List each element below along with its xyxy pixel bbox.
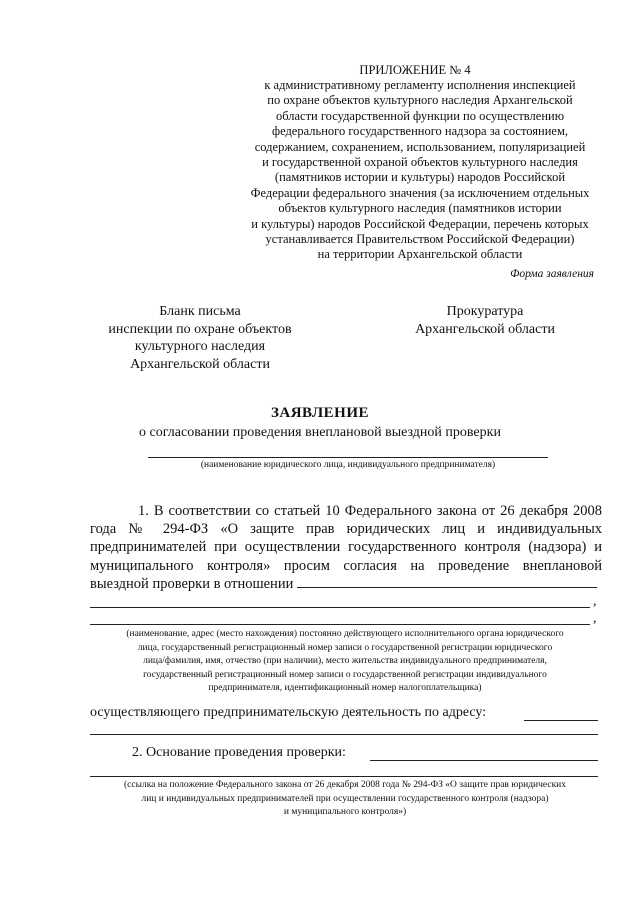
appendix-line: устанавливается Правительством Российской Федерации) — [265, 232, 575, 247]
inspection-target-field-line-2[interactable] — [90, 607, 590, 608]
appendix-line: Федерации федерального значения (за исключением отдельных — [250, 185, 590, 200]
paragraph-1 — [90, 502, 602, 593]
addressee-block — [370, 303, 600, 338]
line-comma: , — [593, 611, 597, 626]
grounds-field-line-2[interactable] — [90, 776, 598, 777]
grounds-field[interactable] — [370, 760, 598, 761]
addressee-line: Прокуратура — [446, 304, 524, 319]
caption-line: государственный регистрационный номер записи о государственной регистрации индивидуального — [143, 669, 547, 680]
appendix-line: на территории Архангельской области — [317, 247, 523, 262]
appendix-line: (памятников истории и культуры) народов Российской — [274, 170, 566, 185]
appendix-line: по охране объектов культурного наследия Архангельской — [267, 93, 573, 108]
applicant-name-field[interactable] — [148, 457, 548, 458]
appendix-text — [240, 78, 600, 263]
appendix-line: области государственной функции по осуществлению — [275, 108, 565, 123]
caption-line: лица/фамилия, имя, отчество (при наличии), место жительства индивидуального предпринимателя, — [143, 656, 547, 666]
caption-line: лиц и индивидуальных предпринимателей при осуществлении государственного контроля (надзора) — [141, 793, 549, 804]
caption-line: (ссылка на положение Федерального закона от 26 декабря 2008 года № 294-ФЗ «О защите прав юридических — [123, 780, 567, 790]
address-row — [90, 705, 486, 721]
document-title: ЗАЯВЛЕНИЕ — [270, 405, 370, 421]
paragraph-1-text: 1. В соответствии со статьей 10 Федерального закона от 26 декабря 2008 года № 294-ФЗ «О защите прав юридических лиц и индивидуальных предпринимателей при осуществлении государственного контроля (надзора) и муниципального контроля» просим согласия на проведение внеплановой выездной проверки в отношении — [90, 503, 602, 592]
line-comma: , — [593, 594, 597, 609]
appendix-title: ПРИЛОЖЕНИЕ № 4 — [359, 63, 471, 77]
inspection-target-field-line-3[interactable] — [90, 624, 590, 625]
form-label: Форма заявления — [510, 268, 594, 280]
document-subtitle: о согласовании проведения внеплановой выездной проверки — [139, 425, 501, 440]
appendix-line: федерального государственного надзора за состоянием, — [271, 124, 569, 139]
letterhead-block — [70, 303, 330, 373]
applicant-name-caption: (наименование юридического лица, индивидуального предпринимателя) — [200, 460, 496, 470]
caption-line: лица, государственный регистрационный номер записи о государственной регистрации юридического — [137, 642, 553, 653]
appendix-line: и культуры) народов Российской Федерации, перечень которых — [251, 216, 589, 231]
address-field-line-2[interactable] — [90, 734, 598, 735]
letterhead-line: Архангельской области — [130, 356, 270, 372]
addressee-line: Архангельской области — [415, 321, 555, 337]
appendix-line: и государственной охраной объектов культурного наследия — [262, 155, 578, 170]
caption-line: предпринимателя, идентификационный номер налогоплательщика) — [208, 683, 482, 693]
address-label: осуществляющего предпринимательскую деятельность по адресу: — [90, 705, 487, 720]
letterhead-line: Бланк письма — [159, 304, 241, 319]
address-field[interactable] — [524, 720, 598, 721]
grounds-label: 2. Основание проведения проверки: — [132, 745, 346, 760]
inspection-target-field[interactable] — [297, 575, 597, 588]
grounds-caption — [80, 779, 610, 820]
grounds-row — [132, 745, 346, 761]
appendix-line: объектов культурного наследия (памятников истории — [278, 201, 562, 216]
letterhead-line: культурного наследия — [134, 339, 266, 354]
entity-caption — [80, 628, 610, 696]
caption-line: и муниципального контроля») — [283, 807, 407, 817]
appendix-line: содержанием, сохранением, использованием, популяризацией — [254, 139, 586, 154]
letterhead-line: инспекции по охране объектов — [108, 321, 292, 337]
appendix-line: к административному регламенту исполнения инспекцией — [264, 78, 576, 92]
caption-line: (наименование, адрес (место нахождения) постоянно действующего исполнительного органа юридического — [126, 629, 564, 639]
